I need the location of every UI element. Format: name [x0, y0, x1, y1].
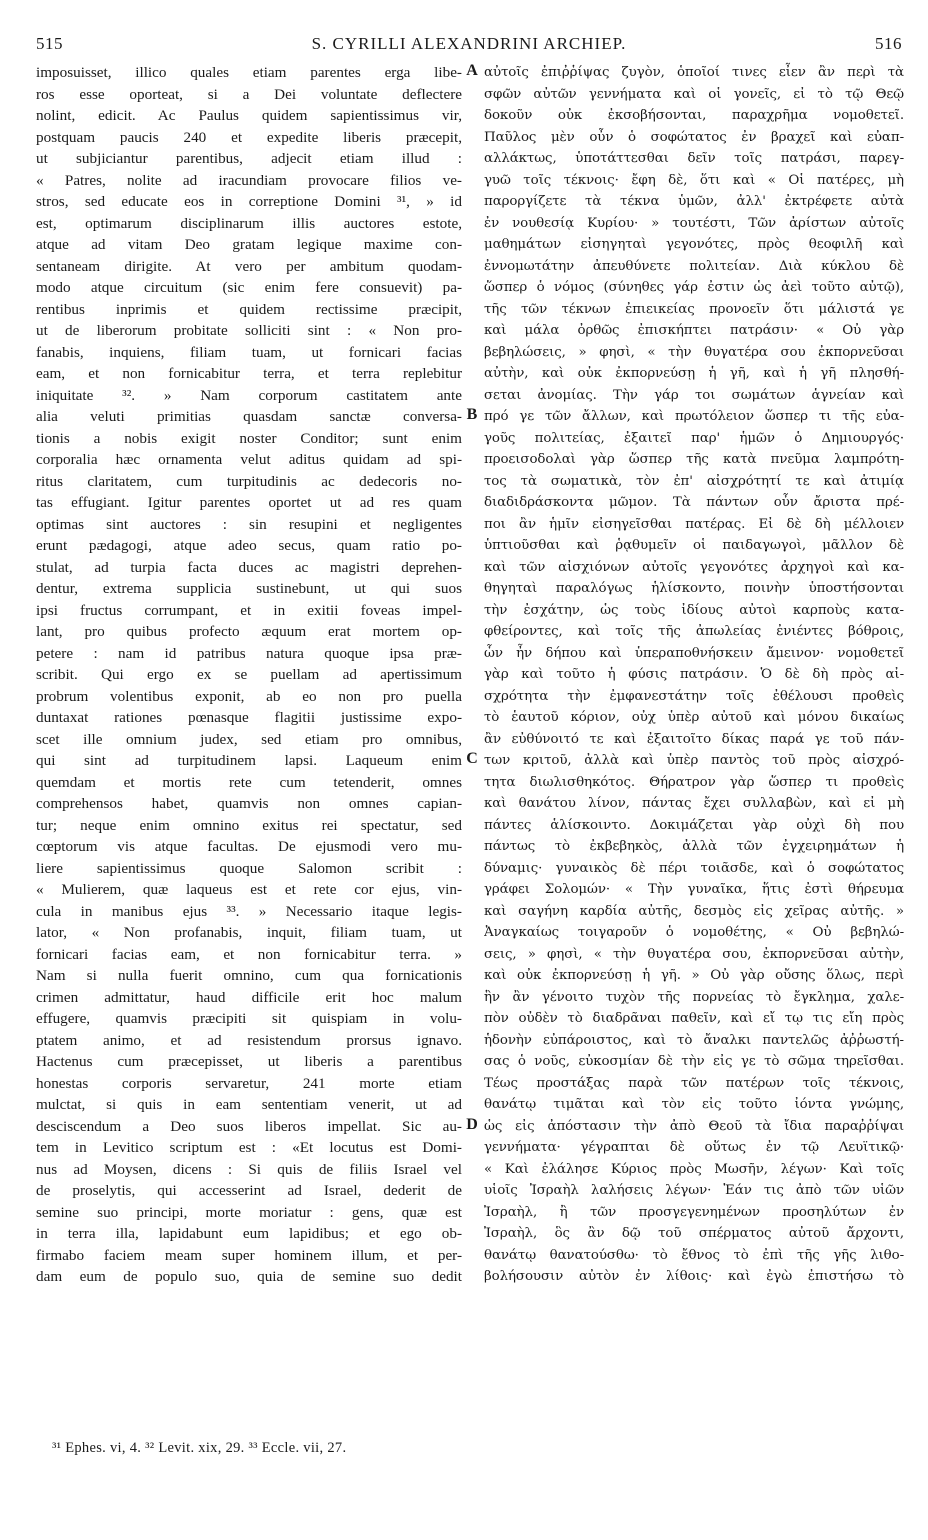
section-marker-a: A [466, 62, 478, 79]
greek-text-line: ποι ἂν ἡμῖν εἰσηγεῖσθαι πατέρας. Εἰ δὲ δὴ μέλλοιεν [484, 516, 904, 532]
latin-text-line: atque ad vitam Deo gratam legique maxime con- [36, 236, 462, 253]
latin-text-line: cœptorum vis atque facultas. De ejusmodi vero mu- [36, 838, 462, 855]
section-marker-c: C [466, 750, 478, 767]
latin-text-line: cula in manibus ejus ³³. » Necessario itaque legis- [36, 902, 462, 920]
greek-text-line: ἣν ἂν γένοιτο τυχὸν τῆς πορνείας τὸ ἔγκλημα, χαλε- [484, 989, 904, 1005]
latin-text-line: eam, et non fornicabitur terra, et terra replebitur [36, 365, 462, 382]
running-title: S. CYRILLI ALEXANDRINI ARCHIEP. [311, 34, 627, 53]
latin-text-line: rentibus inprimis et quidem rectissime præcipit, [36, 300, 462, 318]
section-marker-b: B [466, 406, 478, 423]
latin-text-line: tem in Levitico scriptum est : «Et locutus est Domi- [36, 1139, 462, 1156]
latin-text-line: fornicari facias eam, et non fornicabitur terra. » [36, 945, 462, 963]
latin-text-line: ipsi fructus corrumpant, et in exitii foveas impel- [36, 601, 462, 619]
greek-text-line: Παῦλος μὲν οὖν ὁ σοφώτατος ἐν βραχεῖ καὶ εὐαπ- [484, 129, 904, 145]
greek-text-line: ὥσπερ ὁ νόμος (σύνηθες γάρ ἐστιν ὡς ἀεὶ τοῦτο αὐτῷ), [484, 280, 904, 295]
latin-text-line: modo atque circuitum (sic enim fere consuevit) pa- [36, 279, 462, 296]
greek-text-line: φθείροντες, καὶ τοῖς τῆς ἀπωλείας ἐνιέντες βόθροις, [484, 624, 904, 639]
greek-text-line: τητα διωλισθηκότος. Θήρατρον γὰρ ὥσπερ τι προθεὶς [484, 774, 904, 790]
greek-text-line: των κριτοῦ, ἀλλὰ καὶ ὑπὲρ παντὸς τοῦ πρὸς αἰσχρό- [484, 753, 904, 768]
greek-text-line: σας ὁ νοῦς, εὐκοσμίαν δὲ τὴν εἰς γε τὸ σῶμα τηρεῖσθαι. [484, 1054, 904, 1069]
greek-text-line: Τέως προστάξας παρὰ τῶν πατέρων τοῖς τέκνοις, [484, 1075, 904, 1091]
footnotes: ³¹ Ephes. vi, 4. ³² Levit. xix, 29. ³³ Eccle. vii, 27. [52, 1440, 347, 1456]
greek-text-line: βεβηλώσεις, » φησὶ, « τὴν θυγατέρα σου ἐκπορνεῦσαι [484, 344, 904, 360]
latin-text-line: duntaxat rationes pœnasque flagitii justissime expo- [36, 709, 462, 726]
greek-text-line: θανάτῳ τιμᾶται καὶ τὸν εἰς τοῦτο ἰόντα γνώμης, [484, 1097, 904, 1112]
greek-text-line: παροργίζετε τὰ τέκνα ὑμῶν, ἀλλ' ἐκτρέφετε αὐτὰ [484, 194, 904, 209]
greek-text-line: γοῦς πολιτείας, ἐξαιτεῖ παρ' ἡμῶν ὁ Δημιουργός· [484, 430, 904, 446]
greek-text-line: γυῶ τοῖς τέκνοις· ἔφη δὲ, ὅτι καὶ « Οἱ πατέρες, μὴ [484, 172, 904, 188]
latin-text-line: tas effugiant. Igitur parentes oportet ut ad res quam [36, 494, 462, 511]
greek-text-line: καὶ τῶν αἰσχιόνων αὐτοῖς γεγονότες ἀρχηγοὶ καὶ κα- [484, 559, 904, 575]
greek-text-line: καὶ μάλα ὀρθῶς ἐπισκήπτει πατράσιν· « Οὐ γὰρ [484, 323, 904, 338]
latin-text-line: ros esse oporteat, si a Dei voluntate deflectere [36, 85, 462, 103]
latin-text-line: lator, « Non profanabis, inquit, filiam tuam, ut [36, 924, 462, 941]
latin-text-line: stulat, ad turpia facta duces ac magistri deprehen- [36, 558, 462, 576]
latin-text-line: mulctat, si quis in eam sententiam venerit, ut ad [36, 1096, 462, 1113]
latin-text-line: stros, sed educate eos in correptione Domini ³¹, » id [36, 193, 462, 210]
section-marker-d: D [466, 1116, 478, 1133]
greek-text-line: μαθημάτων εἰσηγηταὶ γεγονότες, πρὸς θεοφιλῆ καὶ [484, 237, 904, 252]
greek-text-line: θανάτῳ θανατούσθω· τὸ ἔθνος τὸ ἐπὶ τῆς γῆς λιθο- [484, 1247, 904, 1263]
latin-text-line: crimen admittatur, haud difficile erit hoc malum [36, 988, 462, 1006]
greek-text-line: ὧν ἦν δήπου καὶ ὑπεραποθνήσκειν ἄμεινον· νομοθετεῖ [484, 645, 904, 661]
latin-text-line: Hactenus cum præcepisset, ut liberis a parentibus [36, 1053, 462, 1070]
greek-text-line: δοκοῦν οὐκ ἐκσοβήσονται, παραχρῆμα νομοθετεῖ. [484, 108, 904, 123]
latin-column [36, 62, 462, 1288]
latin-text-line: de proselytis, qui accesserint ad Israel, dederit de [36, 1182, 462, 1199]
greek-text-line: ἐν νουθεσίᾳ Κυρίου· » τουτέστι, Τῶν ἀρίστων αὐτοῖς [484, 215, 904, 231]
greek-text-line: πάντες ἁλίσκοιντο. Δοκιμάζεται γὰρ οὐχὶ δὴ που [484, 817, 904, 833]
latin-text-line: erunt pædagogi, atque adeo secus, quam ratio po- [36, 537, 462, 554]
latin-text-line: in terra illa, lapidabunt eum lapidibus; et ego ob- [36, 1225, 462, 1242]
latin-text-line: petere : nam id patribus natura quoque ipsa præ- [36, 644, 462, 662]
greek-text-line: θηγηταὶ παραλόγως ἡλίσκοντο, ποινὴν ὑποστήσονται [484, 581, 904, 596]
latin-text-line: semine suo principi, morte moriatur : gens, quæ est [36, 1203, 462, 1221]
greek-text-line: καὶ οὐκ ἐκπορνεύσῃ ἡ γῆ. » Οὐ γὰρ οὔσης ὅλως, περὶ [484, 968, 904, 983]
latin-text-line: « Mulierem, quæ laqueus est et rete cor ejus, vin- [36, 881, 462, 898]
latin-text-line: liere sapientissimus quoque Salomon scribit : [36, 859, 462, 877]
greek-text-line: πὸν οὐδὲν τὸ διαδρᾶναι παθεῖν, καὶ εἴ τῳ τις εἴη πρὸς [484, 1011, 904, 1026]
latin-text-line: Nam si nulla fuerit omnino, cum qua fornicationis [36, 967, 462, 984]
latin-text-line: ut subjiciantur parentibus, adjecit etiam illud : [36, 150, 462, 167]
greek-text-line: ἡδονὴν εὐπάροιστος, καὶ τὸ ἄναλκι παντελῶς ἀῤῥωστή- [484, 1032, 904, 1048]
latin-text-line: dentur, extrema supplicia sustinebunt, ut qui suos [36, 580, 462, 597]
latin-text-line: tionis a nobis exigit noster Conditor; sunt enim [36, 429, 462, 447]
latin-text-line: nolint, edicit. Ac Paulus quidem sapientissimus vir, [36, 107, 462, 124]
greek-text-line: βολήσουσιν αὐτὸν ἐν λίθοις· καὶ ἐγὼ ἐπιστήσω τὸ [484, 1269, 904, 1284]
latin-text-line: corporalia hæc ornamenta velut aditus quidam ad spi- [36, 451, 462, 468]
latin-text-line: optimas sint auctores : sin resupini et negligentes [36, 515, 462, 533]
latin-text-line: fanabis, inquiens, filiam tuam, ut fornicari facias [36, 343, 462, 361]
running-header [36, 34, 902, 56]
latin-text-line: firmabo faciem meam super hominem illum, et per- [36, 1246, 462, 1264]
latin-text-line: scribit. Qui ergo ex se puellam ad apertissimum [36, 666, 462, 683]
greek-text-line: Ἰσραὴλ, ἢ τῶν προσγεγενημένων προσηλύτων ἐν [484, 1204, 904, 1220]
latin-text-line: scet ille omnium judex, sed etiam pro omnibus, [36, 730, 462, 748]
latin-text-line: sentaneam dirigite. At vero per ambitum quodam- [36, 257, 462, 275]
latin-text-line: tur; neque enim omnino exitus rei spectatur, sed [36, 816, 462, 834]
latin-text-line: iniquitate ³². » Nam corporum castitatem ante [36, 386, 462, 404]
page-number-left: 515 [36, 34, 63, 53]
greek-text-line: τος τὰ σωματικὰ, τὸν ἐπ' αἰσχρότητί τε καὶ ἀτιμίᾳ [484, 473, 904, 489]
page-number-right: 516 [875, 34, 902, 53]
greek-text-line: υἱοῖς Ἰσραὴλ λαλήσεις λέγων· Ἐάν τις ἀπὸ τῶν υἱῶν [484, 1183, 904, 1198]
greek-text-line: καὶ σαγήνη καρδία αὐτῆς, δεσμὸς εἰς χεῖρας αὐτῆς. » [484, 903, 904, 919]
greek-text-line: σχρότητα τὴν ἐμφανεστάτην τοῖς ἐθέλουσι προθεὶς [484, 688, 904, 704]
latin-text-line: effugere, quamvis præcipiti sit quispiam in volu- [36, 1010, 462, 1027]
latin-text-line: qui sint ad turpitudinem lapsi. Laqueum enim [36, 752, 462, 769]
greek-text-line: Ἰσραὴλ, ὃς ἂν δῷ τοῦ σπέρματος αὐτοῦ ἄρχοντι, [484, 1226, 904, 1241]
latin-text-line: nus ad Moysen, dicens : Si quis de filiis Israel vel [36, 1160, 462, 1178]
greek-text-line: δύναμις· γυναικὸς δὲ πέρι τοιᾶσδε, καὶ ὁ σοφώτατος [484, 860, 904, 876]
latin-text-line: probrum volentibus exponit, ab eo non pro puella [36, 687, 462, 705]
latin-text-line: dam eum de populo suo, quia de semine suo dedit [36, 1268, 462, 1285]
greek-text-line: γράφει Σολομών· « Τὴν γυναῖκα, ἥτις ἐστὶ θήρευμα [484, 882, 904, 897]
greek-text-line: σεις, » φησὶ, « τὴν θυγατέρα σου, ἐκπορνεῦσαι αὐτὴν, [484, 946, 904, 962]
greek-text-line: Ἀναγκαίως τοιγαροῦν ὁ νομοθέτης, « Οὐ βεβηλώ- [484, 925, 904, 940]
greek-text-line: αὐτοῖς ἐπιῤῥίψας ζυγὸν, ὁποῖοί τινες εἶεν ἂν περὶ τὰ [484, 65, 904, 80]
latin-text-line: ptatem animo, et ad resistendum prorsus ignavo. [36, 1031, 462, 1049]
latin-text-line: ut de liberorum probitate solliciti sint : « Non pro- [36, 322, 462, 339]
latin-text-line: postquam paucis 240 et expedite liberis præcepit, [36, 128, 462, 146]
greek-text-line: τὸ ἑαυτοῦ κόριον, οὐχ ὑπὲρ αὐτοῦ καὶ μόνου δικαίως [484, 710, 904, 725]
greek-text-line: τὴν ἐσχάτην, ὡς τοὺς ἰδίους αὐτοὶ καρποὺς κατα- [484, 602, 904, 618]
latin-text-line: lant, pro quibus profecto æquum erat mortem op- [36, 623, 462, 640]
latin-text-line: comprehensos habet, quamvis non omnes capian- [36, 795, 462, 812]
latin-text-line: est, optimarum disciplinarum illis auctores estote, [36, 214, 462, 232]
greek-text-line: προεισοδολαὶ γὰρ ὥσπερ τῆς κατὰ πνεῦμα λαμπρότη- [484, 452, 904, 467]
greek-text-line: διαδιδράσκοντα μῶμον. Τὰ πάντων οὖν ἄριστα πρέ- [484, 495, 904, 510]
greek-text-line: « Καὶ ἐλάλησε Κύριος πρὸς Μωσῆν, λέγων· Καὶ τοῖς [484, 1161, 904, 1177]
greek-text-line: ἂν εὐθύνοιτό τε καὶ ἐξαιτοῖτο δίκας παρά γε τοῦ πάν- [484, 731, 904, 747]
latin-text-line: « Patres, nolite ad iracundiam provocare filios ve- [36, 171, 462, 189]
greek-text-line: σεται ἀνομίας. Τὴν γάρ τοι σωμάτων ἁγνείαν καὶ [484, 387, 904, 403]
latin-text-line: alia veluti primitias quasdam sanctæ conversa- [36, 408, 462, 425]
latin-text-line: quemdam et mortis rete cum tetenderit, omnes [36, 773, 462, 791]
greek-text-line: γεννήματα· γέγραπται δὲ οὕτως ἐν τῷ Λευϊτικῷ· [484, 1140, 904, 1155]
greek-text-line: αὐτὴν, καὶ οὐκ ἐκπορνεύσῃ ἡ γῆ, καὶ ἡ γῆ πλησθή- [484, 366, 904, 381]
greek-text-line: πρό γε τῶν ἄλλων, καὶ πρωτόλειον ὥσπερ τι τῆς εὐα- [484, 409, 904, 424]
greek-text-line: καὶ θανάτου λίνον, πάντας ἔχει συλλαβὼν, καὶ εἰ μὴ [484, 796, 904, 811]
greek-text-line: σφῶν αὐτῶν γεννήματα καὶ οἱ γονεῖς, εἰ τὸ τῷ Θεῷ [484, 86, 904, 102]
latin-text-line: imposuisset, illico quales etiam parentes erga libe- [36, 64, 462, 81]
greek-column [484, 62, 904, 1288]
latin-text-line: honestas corporis servaretur, 241 morte etiam [36, 1074, 462, 1092]
greek-text-line: ὑπτιοῦσθαι καὶ ῥᾳθυμεῖν οἱ παιδαγωγοὶ, μᾶλλον δὲ [484, 538, 904, 553]
greek-text-line: ἐννομωτάτην ἀπευθύνετε πολιτείαν. Διὰ κύκλου δὲ [484, 258, 904, 274]
latin-text-line: desciscendum a Deo suos liberos impellat. Sic au- [36, 1117, 462, 1135]
greek-text-line: γὰρ καὶ τοῦτο ἡ φύσις πατράσιν. Ὁ δὲ δὴ πρὸς αἰ- [484, 667, 904, 682]
latin-text-line: ritus claritatem, cum turpitudinis ac dedecoris no- [36, 472, 462, 490]
greek-text-line: πάντως τὸ ἐκβεβηκὸς, ἀλλὰ τῶν ἐγχειρημάτων ἡ [484, 839, 904, 854]
greek-text-line: ὡς εἰς ἀπόστασιν τὴν ἀπὸ Θεοῦ τὰ ἴδια παραῤῥίψαι [484, 1118, 904, 1134]
greek-text-line: τῆς τῶν τέκνων ἐπιεικείας προνοεῖν ὅτι μάλιστά γε [484, 301, 904, 317]
greek-text-line: αλλάκτως, ὑποτάττεσθαι δεῖν τοῖς πατράσι, παρεγ- [484, 151, 904, 166]
